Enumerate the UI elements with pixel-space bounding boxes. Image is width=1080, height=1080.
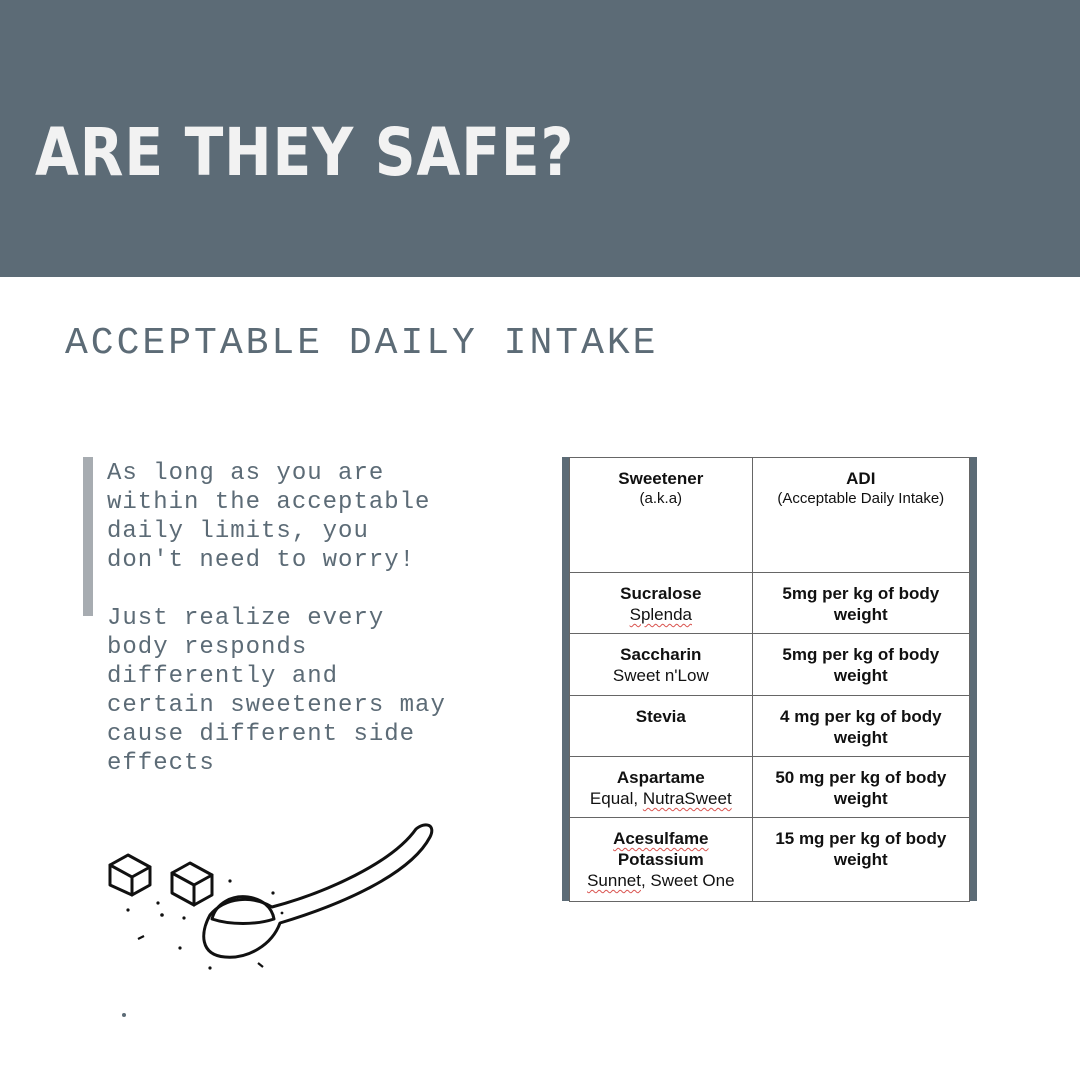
table-row [570,634,970,696]
paragraph-reassurance: As long as you are within the acceptable daily limits, you don't need to worry! [107,460,431,574]
adi-cell: 5mg per kg of body weight [752,634,969,696]
paragraph-caution: Just realize every body responds differently and certain sweeteners may cause different side effects [107,605,446,777]
table-header-row [570,458,970,573]
sweetener-cell: Sucralose Splenda [570,573,753,634]
sweetener-cell: Saccharin Sweet n'Low [570,634,753,696]
section-subtitle: ACCEPTABLE DAILY INTAKE [65,322,659,365]
table-row [570,573,970,634]
sweetener-cell: Aspartame Equal, NutraSweet [570,757,753,818]
sweetener-cell: Stevia [570,696,753,757]
decorative-dot [122,1013,126,1017]
body-text [107,459,507,778]
table-row [570,757,970,818]
table-row [570,818,970,902]
header-cell-sweetener: Sweetener (a.k.a) [570,458,753,573]
adi-cell: 50 mg per kg of body weight [752,757,969,818]
adi-cell: 5mg per kg of body weight [752,573,969,634]
table-row [570,696,970,757]
adi-table [569,457,970,902]
page-title: ARE THEY SAFE? [35,114,575,191]
adi-cell: 4 mg per kg of body weight [752,696,969,757]
quote-bar [83,457,93,616]
header-cell-adi: ADI (Acceptable Daily Intake) [752,458,969,573]
adi-table-frame [562,457,977,901]
header-banner [0,0,1080,277]
adi-cell: 15 mg per kg of body weight [752,818,969,902]
sugar-spoon-icon [100,815,460,1025]
sweetener-cell: Acesulfame Potassium Sunnet, Sweet One [570,818,753,902]
